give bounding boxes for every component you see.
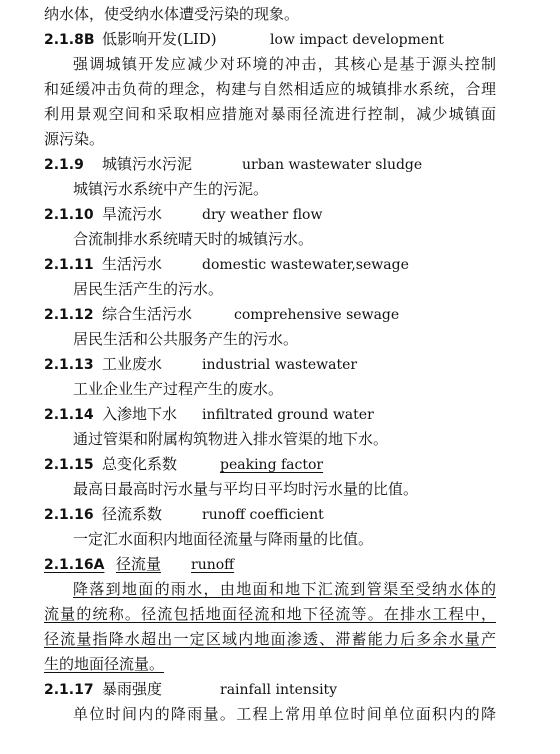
term-english: comprehensive sewage [234,307,400,323]
body-text: 单位时间内的降雨量。工程上常用单位时间单位面积内的降 [73,705,496,723]
definition-line [0,429,560,449]
term-entry-2-1-15 [0,454,560,475]
body-text: 生的地面径流量。 [44,655,165,673]
definition-line [0,379,560,399]
term-english: rainfall intensity [220,682,338,698]
term-english: low impact development [270,32,444,48]
clause-number: 2.1.16 [44,507,94,523]
body-text: 降落到地面的雨水，由地面和地下汇流到管渠至受纳水体的 [73,580,496,598]
term-english: runoff coefficient [202,507,324,523]
term-entry-2-1-17 [0,679,560,700]
body-text: 源污染。 [44,130,105,148]
term-entry-2-1-12 [0,304,560,325]
term-chinese: 综合生活污水 [102,305,193,323]
term-chinese: 工业废水 [102,355,163,373]
term-chinese: 城镇污水污泥 [102,155,193,173]
definition-line [0,629,560,649]
clause-number: 2.1.10 [44,207,94,223]
body-text: 居民生活和公共服务产生的污水。 [73,330,299,348]
definition-line [0,529,560,549]
term-english: domestic wastewater,sewage [202,257,409,273]
term-chinese: 总变化系数 [102,455,178,473]
paragraph-continuation [0,4,560,24]
clause-number: 2.1.16A [44,557,105,573]
term-english: industrial wastewater [202,357,358,373]
term-entry-2-1-8b [0,29,560,50]
body-text: 强调城镇开发应减少对环境的冲击，其核心是基于源头控制 [73,55,496,73]
body-text: 径流量指降水超出一定区域内地面渗透、滞蓄能力后多余水量产 [44,630,496,648]
term-chinese: 径流系数 [102,505,163,523]
definition-line [0,229,560,249]
definition-line [0,329,560,349]
term-entry-2-1-13 [0,354,560,375]
term-entry-2-1-9 [0,154,560,175]
definition-line [0,579,560,599]
definition-line [0,479,560,499]
body-text: 流量的统称。径流包括地面径流和地下径流等。在排水工程中， [44,605,496,623]
body-text: 纳水体，使受纳水体遭受污染的现象。 [44,5,300,23]
definition-line [0,179,560,199]
body-text: 合流制排水系统晴天时的城镇污水。 [73,230,314,248]
definition-line [0,79,560,99]
term-chinese: 低影响开发(LID) [102,30,217,48]
term-entry-2-1-16a [0,554,560,575]
term-chinese: 径流量 [116,555,162,573]
clause-number: 2.1.8B [44,32,95,48]
body-text: 和延缓冲击负荷的理念，构建与自然相适应的城镇排水系统，合理 [44,80,496,98]
clause-number: 2.1.15 [44,457,94,473]
clause-number: 2.1.14 [44,407,94,423]
definition-line [0,104,560,124]
term-chinese: 生活污水 [102,255,163,273]
definition-line [0,129,560,149]
body-text: 利用景观空间和采取相应措施对暴雨径流进行控制，减少城镇面 [44,105,496,123]
clause-number: 2.1.17 [44,682,94,698]
term-chinese: 暴雨强度 [102,680,163,698]
body-text: 工业企业生产过程产生的废水。 [73,380,284,398]
term-english: dry weather flow [202,207,323,223]
definition-line [0,704,560,724]
term-entry-2-1-16 [0,504,560,525]
body-text: 城镇污水系统中产生的污泥。 [73,180,269,198]
clause-number: 2.1.11 [44,257,94,273]
definition-line [0,654,560,674]
body-text: 通过管渠和附属构筑物进入排水管渠的地下水。 [73,430,389,448]
body-text: 最高日最高时污水量与平均日平均时污水量的比值。 [73,480,419,498]
clause-number: 2.1.12 [44,307,94,323]
term-entry-2-1-14 [0,404,560,425]
term-chinese: 入渗地下水 [102,405,178,423]
body-text: 一定汇水面积内地面径流量与降雨量的比值。 [73,530,374,548]
clause-number: 2.1.13 [44,357,94,373]
term-english: infiltrated ground water [202,407,374,423]
term-english: peaking factor [220,457,324,473]
term-entry-2-1-10 [0,204,560,225]
body-text: 居民生活产生的污水。 [73,280,224,298]
definition-line [0,604,560,624]
clause-number: 2.1.9 [44,157,84,173]
term-entry-2-1-11 [0,254,560,275]
term-english: runoff [191,557,235,573]
term-english: urban wastewater sludge [242,157,423,173]
definition-line [0,54,560,74]
definition-line [0,279,560,299]
term-chinese: 旱流污水 [102,205,163,223]
